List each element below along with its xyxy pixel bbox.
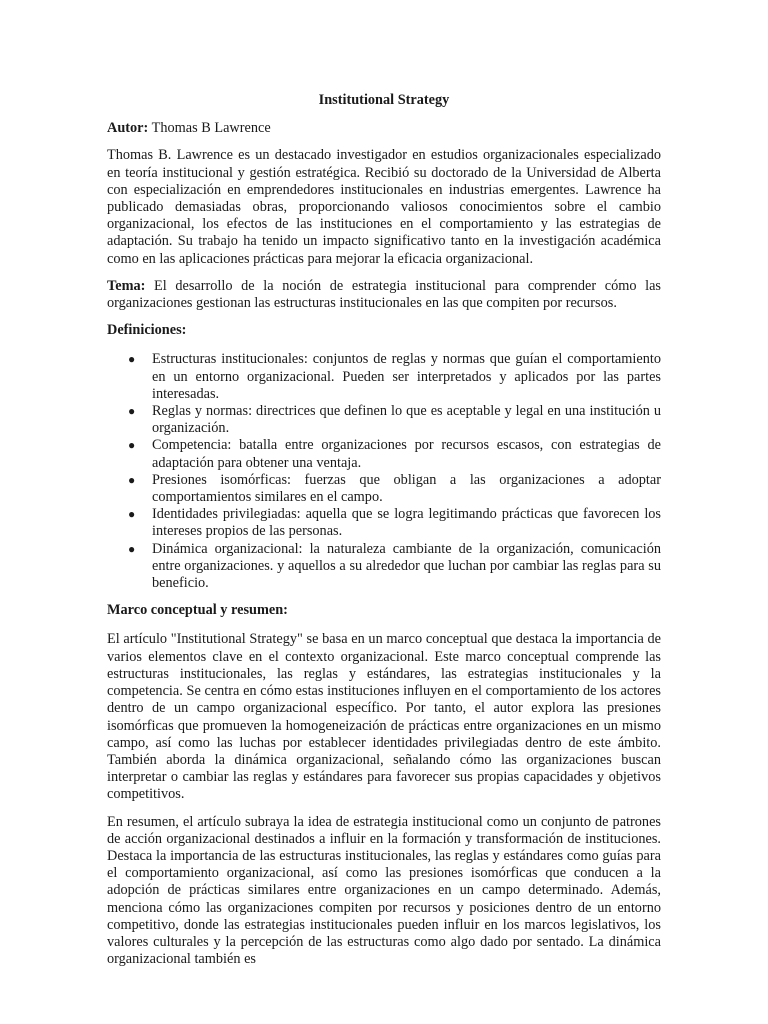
bullet-icon: ● [128,507,136,522]
framework-paragraph: El artículo "Institutional Strategy" se basa en un marco conceptual que destaca la importancia de varios elementos clave en el contexto organizacional. Este marco conceptual comprende las estructuras institucionales, las reglas y estándares, las estrategias institucionales y la competencia. Se centra en cómo estas instituciones influyen en el comportamiento de los actores dentro de un campo organizacional específico. Por tanto, el autor explora las presiones isomórficas que promueven la homogeneización de prácticas entre organizaciones en un mismo campo, así como las luchas por establecer identidades privilegiadas dentro de este ámbito. También aborda la dinámica organizacional, señalando cómo las organizaciones buscan interpretar o cambiar las reglas y estándares para favorecer sus propias capacidades y objetivos competitivos. [107,631,661,803]
document-title: Institutional Strategy [318,92,450,108]
list-item [107,403,661,437]
definition-text: Estructuras institucionales: conjuntos de reglas y normas que guían el comportamiento en un entorno organizacional. Pueden ser interpretados y aplicados por las partes interesadas. [152,351,661,402]
list-item [107,541,661,593]
topic-text: El desarrollo de la noción de estrategia institucional para comprender cómo las organizaciones gestionan las estructuras institucionales en las que compiten por recursos. [107,277,661,312]
definition-text: Presiones isomórficas: fuerzas que obligan a las organizaciones a adoptar comportamientos similares en el campo. [152,471,661,506]
bullet-icon: ● [128,438,136,453]
author-line [107,120,661,137]
author-label: Autor: [107,120,149,137]
list-item [107,351,661,403]
framework-heading: Marco conceptual y resumen: [107,602,288,619]
bullet-icon: ● [128,541,136,556]
list-item [107,506,661,540]
definition-text: Dinámica organizacional: la naturaleza cambiante de la organización, comunicación entre organizaciones. y aquellos a su alrededor que luchan por cambiar las reglas para su beneficio. [152,540,661,592]
definition-text: Identidades privilegiadas: aquella que se logra legitimando prácticas que favorecen los intereses propios de las personas. [152,506,661,540]
list-item [107,437,661,471]
definition-text: Reglas y normas: directrices que definen lo que es aceptable y legal en una institución u organización. [152,403,661,437]
summary-paragraph: En resumen, el artículo subraya la idea de estrategia institucional como un conjunto de patrones de acción organizacional destinados a influir en la formación y transformación de instituciones. Destaca la importancia de las estructuras institucionales, las reglas y estándares como guías para el comportamiento organizacional, así como las presiones isomórficas que conducen a la adopción de prácticas similares entre organizaciones en un campo determinado. Además, menciona cómo las organizaciones compiten por recursos y posiciones dentro de un entorno competitivo, donde las estrategias institucionales pueden influir en los marcos legislativos, los valores culturales y la percepción de las estructuras como algo dado por sentado. La dinámica organizacional también es [107,813,661,968]
bullet-icon: ● [128,352,136,367]
definitions-list [107,351,661,592]
definition-text: Competencia: batalla entre organizaciones por recursos escasos, con estrategias de adaptación para obtener una ventaja. [152,437,661,471]
bio-paragraph: Thomas B. Lawrence es un destacado investigador en estudios organizacionales especializado en teoría institucional y gestión estratégica. Recibió su doctorado de la Universidad de Alberta con especialización en emprendedores institucionales en industrias emergentes. Lawrence ha publicado demasiadas obras, proporcionando valiosos conocimientos sobre el cambio organizacional, los efectos de las instituciones en el comportamiento y las estrategias de adaptación. Su trabajo ha tenido un impacto significativo tanto en la investigación académica como en las aplicaciones prácticas para mejorar la eficacia organizacional. [107,147,661,267]
topic-paragraph [107,278,661,312]
bullet-icon: ● [128,472,136,487]
document-page [107,92,661,978]
bullet-icon: ● [128,404,136,419]
topic-label: Tema: [107,277,146,294]
definitions-heading: Definiciones: [107,322,187,339]
list-item [107,472,661,506]
author-name: Thomas B Lawrence [148,120,271,137]
